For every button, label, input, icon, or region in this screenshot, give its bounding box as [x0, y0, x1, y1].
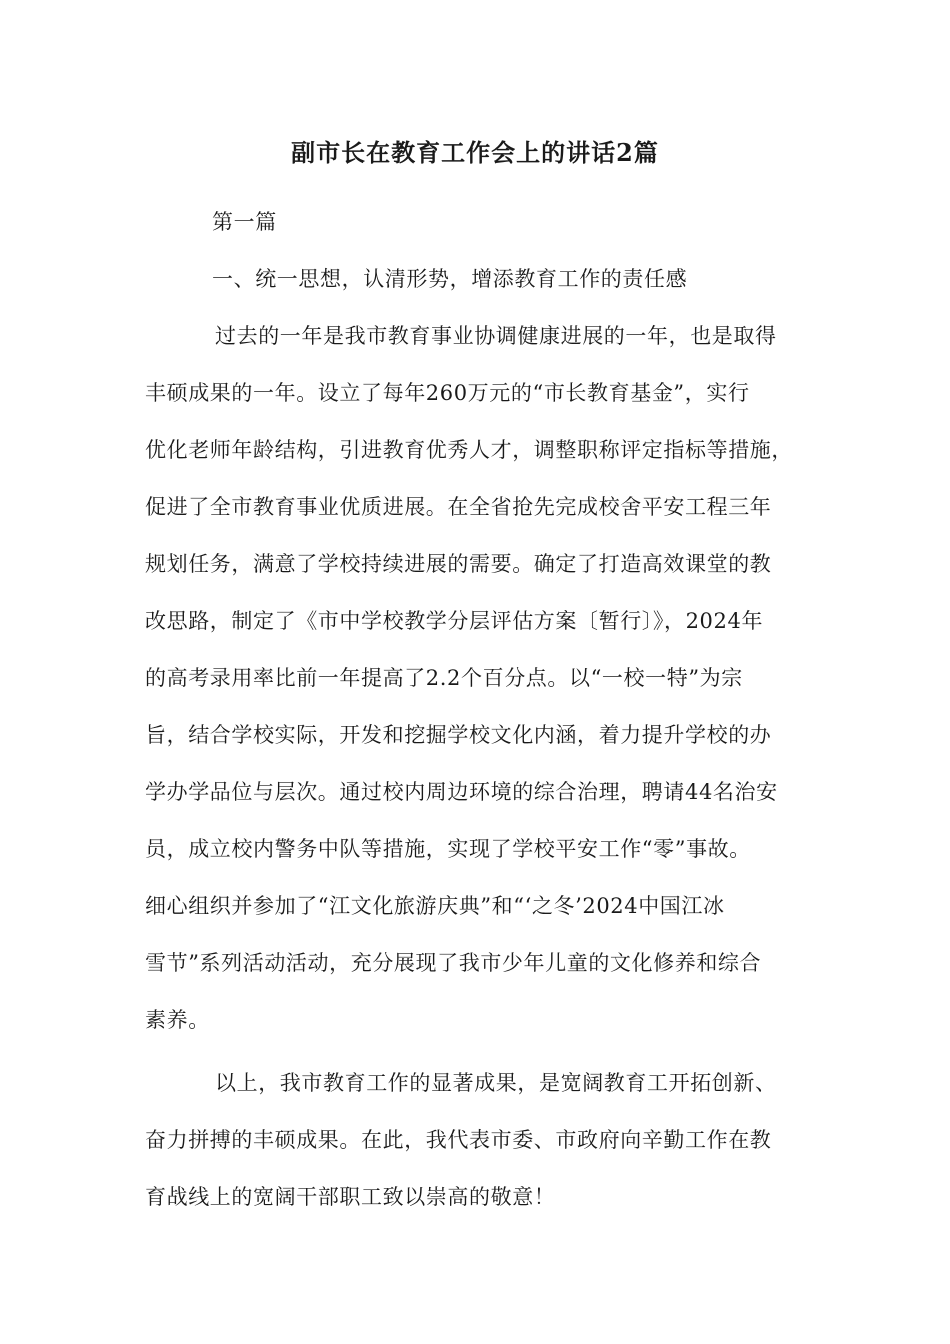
paragraph-line: 奋力拼搏的丰硕成果。在此，我代表市委、市政府向辛勤工作在教	[145, 1128, 772, 1152]
paragraph-line: 雪节”系列活动活动，充分展现了我市少年儿童的文化修养和综合	[145, 951, 762, 975]
paragraph-line: 规划任务，满意了学校持续进展的需要。确定了打造高效课堂的教	[145, 552, 772, 576]
paragraph-line: 过去的一年是我市教育事业协调健康进展的一年，也是取得	[215, 324, 777, 348]
paragraph-line: 改思路，制定了《市中学校教学分层评估方案〔暂行〕》，2024年	[145, 609, 764, 633]
section-label: 第一篇	[212, 210, 277, 234]
document-title: 副市长在教育工作会上的讲话2篇	[291, 138, 659, 167]
paragraph-line: 学办学品位与层次。通过校内周边环境的综合治理，聘请44名治安	[145, 780, 778, 804]
paragraph-line: 促进了全市教育事业优质进展。在全省抢先完成校舍平安工程三年	[145, 495, 772, 519]
paragraph-line: 育战线上的宽阔干部职工致以崇高的敬意！	[145, 1185, 556, 1209]
paragraph-line: 细心组织并参加了“江文化旅游庆典”和“‘之冬’2024中国江冰	[145, 894, 725, 918]
paragraph-line: 员，成立校内警务中队等措施，实现了学校平安工作“零”事故。	[145, 837, 751, 861]
paragraph-line: 素养。	[145, 1008, 210, 1032]
paragraph-line: 丰硕成果的一年。设立了每年260万元的“市长教育基金”，实行	[145, 381, 750, 405]
paragraph-line: 旨，结合学校实际，开发和挖掘学校文化内涵，着力提升学校的办	[145, 723, 772, 747]
paragraph-line: 以上，我市教育工作的显著成果，是宽阔教育工开拓创新、	[215, 1071, 777, 1095]
paragraph-line: 优化老师年龄结构，引进教育优秀人才，调整职称评定指标等措施，	[145, 438, 793, 462]
paragraph-line: 的高考录用率比前一年提高了2.2个百分点。以“一校一特”为宗	[145, 666, 743, 690]
section-heading: 一、统一思想，认清形势，增添教育工作的责任感	[212, 267, 688, 291]
